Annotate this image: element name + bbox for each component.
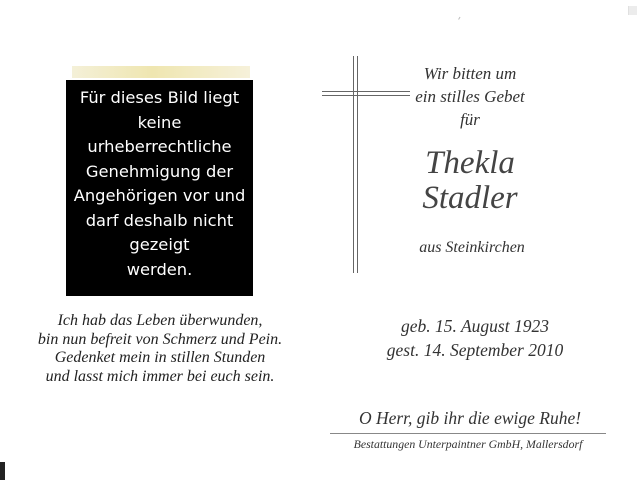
origin-text: aus Steinkirchen [419,239,525,256]
photo-copyright-notice: Für dieses Bild liegt keine urheberrechtliche Genehmigung der Angehörigen vor und darf deshalb nicht gezeigt werden. [66,80,253,296]
scan-artifact [456,15,461,20]
footer-divider [330,433,606,434]
memorial-poem: Ich hab das Leben überwunden, bin nun befreit von Schmerz und Pein. Gedenket mein in stillen Stunden und lasst mich immer bei euch sein. [37,312,283,385]
edge-mark [0,462,5,480]
undertaker-credit: Bestattungen Unterpaintner GmbH, Mallersdorf [353,437,583,451]
death-date: gest. 14. September 2010 [386,340,564,360]
photo-placeholder-edge [72,66,250,78]
blessing-text: O Herr, gib ihr die ewige Ruhe! [358,408,582,428]
cross-icon-vertical [353,56,358,273]
prayer-request: Wir bitten um ein stilles Gebet für [415,64,525,129]
birth-date: geb. 15. August 1923 [401,316,549,336]
scan-corner-artifact [628,6,637,15]
deceased-name: Thekla Stadler [422,145,518,216]
